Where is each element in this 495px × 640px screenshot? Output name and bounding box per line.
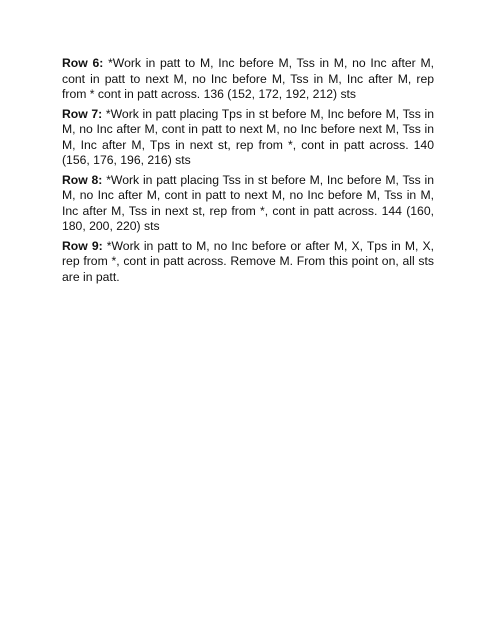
row-7-text: *Work in patt placing Tps in st before M, Inc before M, Tss in M, no Inc after M, cont in patt to next M, no Inc before next M, Tss in M, Inc after M, Tps in next st, rep from *, cont in patt across. 140 (156, 176, 196, 216) sts [62,106,435,167]
row-6-text: *Work in patt to M, Inc before M, Tss in M, no Inc after M, cont in patt to next M, no Inc before M, Tss in M, Inc after M, rep from * cont in patt across. 136 (152, 172, 192, 212) sts [62,56,435,101]
row-8-text: *Work in patt placing Tss in st before M, Inc before M, Tss in M, no Inc after M, cont in patt to next M, no Inc before M, Tss in M, Inc after M, Tss in next st, rep from *, cont in patt across. 144 (160, 180, 200, 220) sts [62,172,435,233]
row-7-instruction [62,107,434,169]
row-9-text: *Work in patt to M, no Inc before or after M, X, Tps in M, X, rep from *, cont in patt across. Remove M. From this point on, all sts are in patt. [62,238,434,284]
document-page [62,56,434,289]
row-8-instruction [62,173,434,235]
row-6-label: Row 6: [62,56,104,70]
row-8-label: Row 8: [62,172,103,187]
row-9-instruction [62,239,434,286]
row-7-label: Row 7: [62,106,103,121]
row-6-instruction [62,56,434,103]
row-9-label: Row 9: [62,238,103,253]
